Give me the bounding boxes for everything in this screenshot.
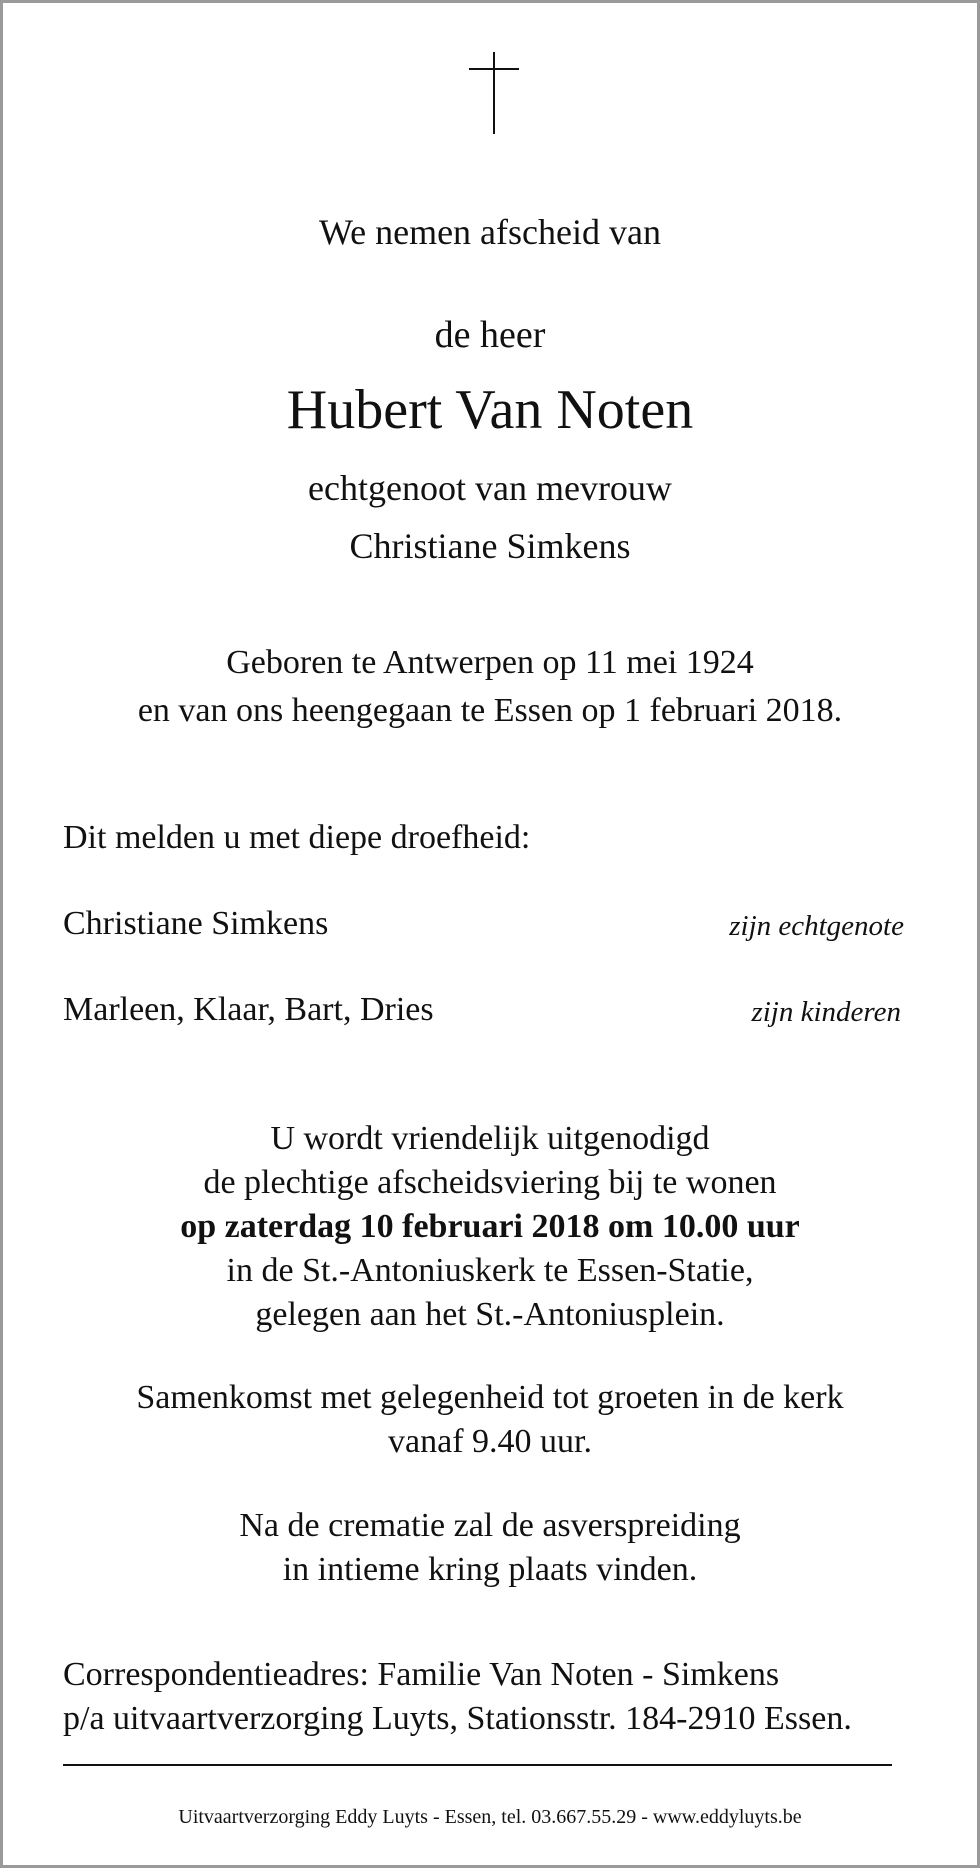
- birth-line: Geboren te Antwerpen op 11 mei 1924: [226, 644, 754, 681]
- mourner-relation: zijn kinderen: [751, 996, 901, 1028]
- mourner-names: Marleen, Klaar, Bart, Dries: [63, 991, 434, 1028]
- death-line: en van ons heengegaan te Essen op 1 februari 2018.: [137, 692, 843, 729]
- footer-text: Uitvaartverzorging Eddy Luyts - Essen, tel. 03.667.55.29 - www.eddyluyts.be: [178, 1806, 802, 1828]
- gathering-line: Samenkomst met gelegenheid tot groeten in de kerk: [136, 1379, 844, 1416]
- invitation-line: gelegen aan het St.-Antoniusplein.: [255, 1296, 725, 1333]
- invitation-line: U wordt vriendelijk uitgenodigd: [270, 1120, 710, 1157]
- invitation-line: de plechtige afscheidsviering bij te wonen: [203, 1164, 777, 1201]
- announcement: Dit melden u met diepe droefheid:: [63, 819, 531, 856]
- intro-text: We nemen afscheid van: [319, 212, 661, 252]
- spouse-name: Christiane Simkens: [349, 526, 631, 566]
- divider: [63, 1764, 892, 1766]
- deceased-name: Hubert Van Noten: [286, 379, 694, 441]
- cremation-line: in intieme kring plaats vinden.: [282, 1551, 698, 1588]
- gathering-line: vanaf 9.40 uur.: [388, 1423, 592, 1460]
- correspondence-line: Correspondentieadres: Familie Van Noten - Simkens: [63, 1656, 780, 1693]
- mourner-relation: zijn echtgenote: [729, 910, 904, 942]
- spouse-line: echtgenoot van mevrouw: [308, 468, 672, 508]
- mourner-names: Christiane Simkens: [63, 905, 329, 942]
- cross-icon: [469, 52, 519, 134]
- title-prefix: de heer: [434, 314, 546, 356]
- ceremony-date: op zaterdag 10 februari 2018 om 10.00 uur: [180, 1208, 800, 1245]
- invitation-line: in de St.-Antoniuskerk te Essen-Statie,: [226, 1252, 754, 1289]
- cremation-line: Na de crematie zal de asverspreiding: [239, 1507, 741, 1544]
- correspondence-line: p/a uitvaartverzorging Luyts, Stationsstr. 184-2910 Essen.: [63, 1700, 852, 1737]
